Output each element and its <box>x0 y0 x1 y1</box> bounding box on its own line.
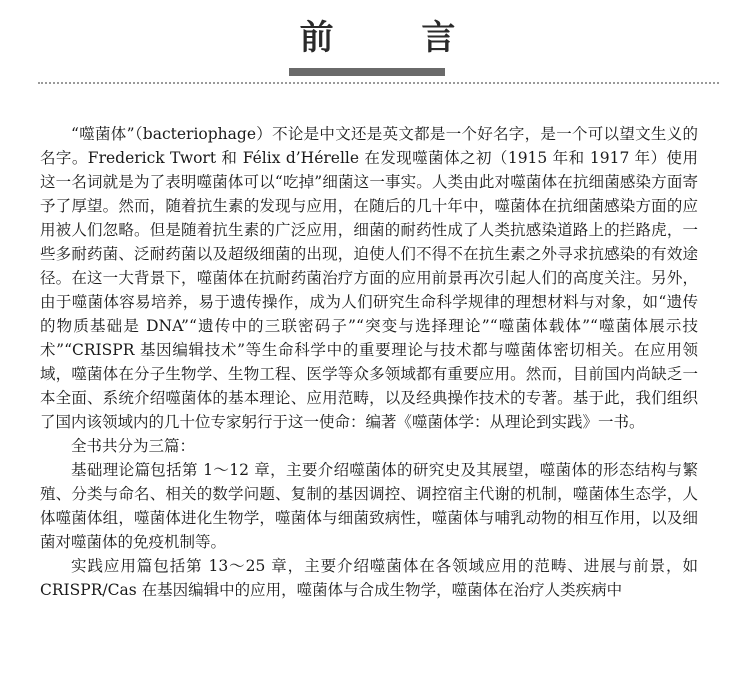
page-title: 前 言 <box>299 18 494 58</box>
title-accent-bar <box>289 68 445 76</box>
paragraph: 实践应用篇包括第 13～25 章，主要介绍噬菌体在各领域应用的范畴、进展与前景，如 CRISPR/Cas 在基因编辑中的应用，噬菌体与合成生物学，噬菌体在治疗人类疾病中 <box>40 557 698 599</box>
dotted-divider <box>38 82 719 84</box>
preface-body <box>40 122 698 602</box>
paragraph: 基础理论篇包括第 1～12 章，主要介绍噬菌体的研究史及其展望，噬菌体的形态结构与繁殖、分类与命名、相关的数学问题、复制的基因调控、调控宿主代谢的机制，噬菌体生态学，人体噬菌体组，噬菌体进化生物学，噬菌体与细菌致病性，噬菌体与哺乳动物的相互作用，以及细菌对噬菌体的免疫机制等。 <box>40 461 698 551</box>
paragraph: 全书共分为三篇： <box>71 437 196 455</box>
paragraph: “噬菌体”（bacteriophage）不论是中文还是英文都是一个好名字，是一个可以望文生义的名字。Frederick Twort 和 Félix d’Hérelle 在发现噬菌体之初（1915 年和 1917 年）使用这一名词就是为了表明噬菌体可以“吃掉”细菌这一事实。人类由此对噬菌体在抗细菌感染方面寄予了厚望。然而，随着抗生素的发现与应用，在随后的几十年中，噬菌体在抗细菌感染方面的应用被人们忽略。但是随着抗生素的广泛应用，细菌的耐药性成了人类抗感染道路上的拦路虎，一些多耐药菌、泛耐药菌以及超级细菌的出现，迫使人们不得不在抗生素之外寻求抗感染的有效途径。在这一大背景下，噬菌体在抗耐药菌治疗方面的应用前景再次引起人们的高度关注。另外，由于噬菌体容易培养，易于遗传操作，成为人们研究生命科学规律的理想材料与对象，如“遗传的物质基础是 DNA”“遗传中的三联密码子”“突变与选择理论”“噬菌体载体”“噬菌体展示技术”“CRISPR 基因编辑技术”等生命科学中的重要理论与技术都与噬菌体密切相关。在应用领域，噬菌体在分子生物学、生物工程、医学等众多领域都有重要应用。然而，目前国内尚缺乏一本全面、系统介绍噬菌体的基本理论、应用范畴，以及经典操作技术的专著。基于此，我们组织了国内该领域内的几十位专家躬行于这一使命：编著《噬菌体学：从理论到实践》一书。 <box>40 125 698 431</box>
